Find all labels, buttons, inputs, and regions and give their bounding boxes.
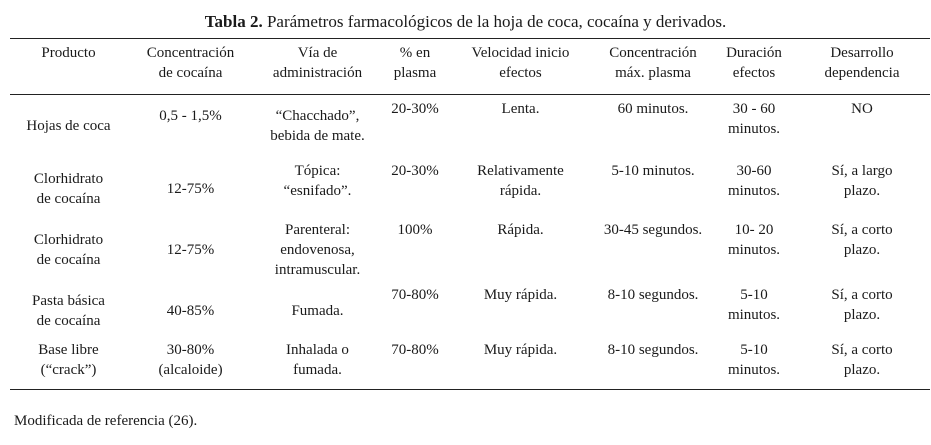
table-row	[10, 95, 930, 157]
cell-velocidad: Rápida.	[497, 221, 544, 238]
table-footnote: Modificada de referencia (26).	[14, 413, 198, 429]
cell-producto: Clorhidrato de cocaína	[33, 232, 104, 268]
cell-max-plasma: 30-45 segundos.	[603, 221, 703, 238]
cell-via: “Chacchado”, bebida de mate.	[270, 108, 365, 144]
header-concentracion: Concentración de cocaína	[127, 39, 254, 95]
header-row	[10, 39, 930, 95]
caption-text: Parámetros farmacológicos de la hoja de coca, cocaína y derivados.	[262, 12, 727, 31]
header-dependencia: Desarrollo dependencia	[794, 39, 930, 95]
cell-max-plasma: 5-10 minutos.	[611, 162, 695, 179]
cell-plasma: 20-30%	[391, 162, 439, 179]
cell-producto: Clorhidrato de cocaína	[33, 171, 104, 207]
cell-duracion: 30-60 minutos.	[727, 162, 781, 199]
table-row	[10, 281, 930, 338]
cell-duracion: 30 - 60 minutos.	[727, 101, 781, 137]
table-row	[10, 218, 930, 281]
header-plasma: % en plasma	[381, 39, 449, 95]
header-duracion: Duración efectos	[714, 39, 794, 95]
cell-via: Parenteral: endovenosa, intramuscular.	[274, 221, 361, 278]
cell-duracion: 5-10 minutos.	[714, 338, 794, 390]
cell-duracion: 5-10 minutos.	[727, 286, 781, 323]
cell-plasma: 100%	[397, 221, 433, 238]
header-velocidad: Velocidad inicio efectos	[449, 39, 592, 95]
header-max-plasma: Concentración máx. plasma	[592, 39, 714, 95]
table-row	[10, 157, 930, 218]
cell-producto: Hojas de coca	[26, 117, 111, 134]
cell-velocidad: Muy rápida.	[483, 286, 558, 303]
pharmacology-table	[10, 38, 930, 390]
cell-via: Inhalada o fumada.	[254, 338, 381, 390]
cell-plasma: 70-80%	[381, 338, 449, 390]
table-caption	[0, 12, 931, 32]
cell-max-plasma: 60 minutos.	[617, 101, 689, 117]
cell-dependencia: NO	[851, 101, 873, 117]
cell-via: Fumada.	[291, 303, 344, 319]
cell-plasma: 20-30%	[391, 101, 439, 117]
cell-dependencia: Sí, a largo plazo.	[831, 162, 893, 199]
cell-concentracion: 12-75%	[166, 181, 215, 197]
cell-velocidad: Lenta.	[501, 101, 540, 117]
cell-concentracion: 40-85%	[166, 303, 215, 319]
cell-velocidad: Muy rápida.	[449, 338, 592, 390]
table-row	[10, 338, 930, 390]
cell-max-plasma: 8-10 segundos.	[607, 286, 699, 303]
cell-max-plasma: 8-10 segundos.	[592, 338, 714, 390]
cell-dependencia: Sí, a corto plazo.	[794, 338, 930, 390]
cell-concentracion: 12-75%	[166, 242, 215, 258]
cell-concentracion: 30-80% (alcaloide)	[127, 338, 254, 390]
header-via: Vía de administración	[254, 39, 381, 95]
cell-producto: Base libre (“crack”)	[10, 338, 127, 390]
cell-producto: Pasta básica de cocaína	[32, 293, 105, 329]
header-producto: Producto	[10, 39, 127, 95]
cell-velocidad: Relativamente rápida.	[477, 162, 564, 199]
cell-dependencia: Sí, a corto plazo.	[831, 286, 893, 323]
cell-concentracion: 0,5 - 1,5%	[159, 108, 222, 124]
caption-label: Tabla 2.	[204, 12, 263, 31]
cell-via: Tópica: “esnifado”.	[283, 162, 352, 199]
cell-plasma: 70-80%	[391, 286, 439, 303]
cell-dependencia: Sí, a corto plazo.	[831, 221, 893, 258]
cell-duracion: 10- 20 minutos.	[727, 221, 781, 258]
